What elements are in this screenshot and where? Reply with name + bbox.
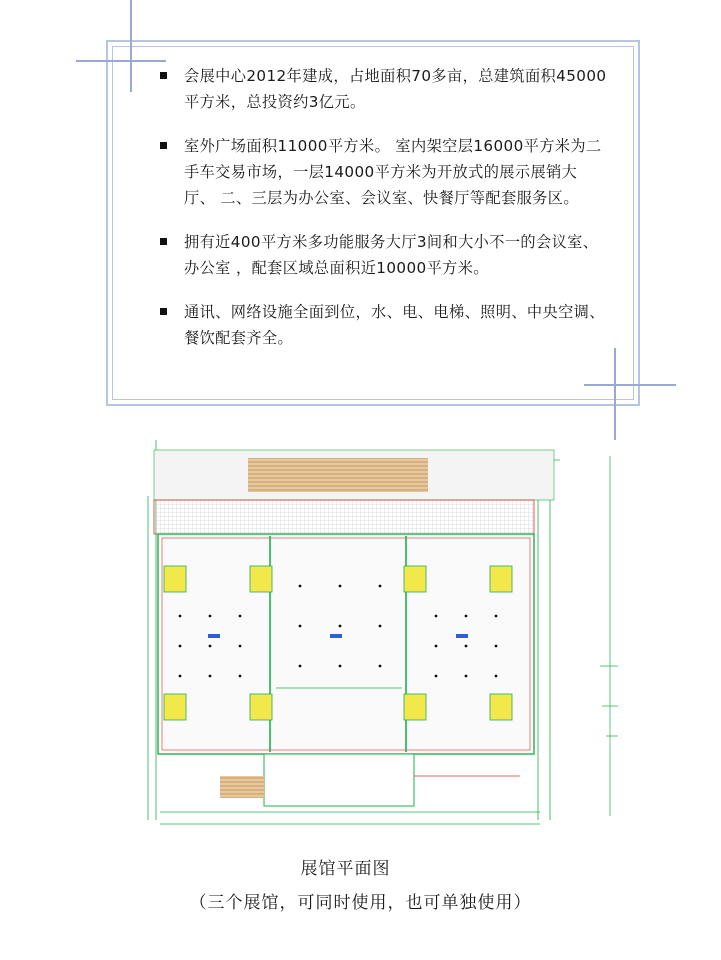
paved-forecourt [154, 500, 534, 534]
bullet-square-icon [160, 238, 167, 245]
exhibition-building-outline [158, 534, 534, 754]
corner-cross-vertical [130, 0, 132, 92]
info-bullet [158, 299, 608, 351]
bullet-square-icon [160, 72, 167, 79]
bullet-text: 拥有近400平方米多功能服务大厅3间和大小不一的会议室、办公室 ，配套区域总面积近10000平方米。 [184, 233, 599, 277]
entrance-block [264, 754, 414, 806]
info-bullet [158, 133, 608, 211]
bullet-text: 通讯、网络设施全面到位，水、电、电梯、照明、中央空调、餐饮配套齐全。 [184, 303, 605, 347]
bullet-square-icon [160, 142, 167, 149]
figure-caption-note: （三个展馆，可同时使用，也可单独使用） [189, 893, 532, 913]
corner-cross-horizontal [76, 60, 166, 62]
bullet-square-icon [160, 308, 167, 315]
corner-cross-horizontal [584, 384, 676, 386]
corner-cross-vertical [614, 348, 616, 440]
info-bullet [158, 63, 608, 115]
wood-deck [248, 458, 428, 492]
info-bullet-list [158, 63, 608, 369]
bullet-text: 会展中心2012年建成，占地面积70多亩，总建筑面积45000平方米，总投资约3亿元。 [184, 67, 607, 111]
info-bullet [158, 229, 608, 281]
entrance-steps [220, 776, 264, 798]
side-annotations [600, 456, 618, 816]
bullet-text: 室外广场面积11000平方米。 室内架空层16000平方米为二手车交易市场，一层14000平方米为开放式的展示展销大厅、 二、三层为办公室、会议室、快餐厅等配套服务区。 [184, 137, 602, 207]
floor-plan-drawing [140, 436, 620, 832]
figure-caption-title: 展馆平面图 [300, 859, 391, 879]
